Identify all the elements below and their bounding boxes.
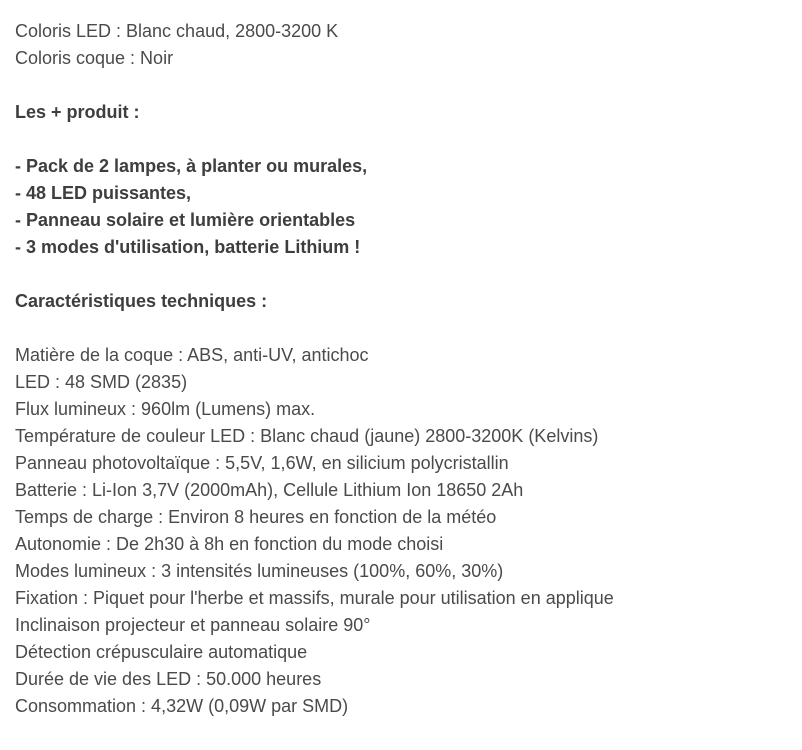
spec-line: Flux lumineux : 960lm (Lumens) max.	[15, 399, 316, 419]
spec-line: Temps de charge : Environ 8 heures en fonction de la météo	[15, 507, 497, 527]
spec-line: LED : 48 SMD (2835)	[15, 372, 188, 392]
spacer	[15, 315, 795, 342]
spec-line: Durée de vie des LED : 50.000 heures	[15, 669, 322, 689]
plus-item: - Panneau solaire et lumière orientables	[15, 210, 356, 230]
specs-heading: Caractéristiques techniques :	[15, 291, 268, 311]
intro-line-led-color: Coloris LED : Blanc chaud, 2800-3200 K	[15, 21, 339, 41]
plus-item: - 48 LED puissantes,	[15, 183, 192, 203]
intro-block	[15, 18, 795, 72]
spec-line: Modes lumineux : 3 intensités lumineuses (100%, 60%, 30%)	[15, 561, 504, 581]
spacer	[15, 126, 795, 153]
spec-line: Température de couleur LED : Blanc chaud (jaune) 2800-3200K (Kelvins)	[15, 426, 599, 446]
intro-line-shell-color: Coloris coque : Noir	[15, 48, 174, 68]
product-description	[15, 18, 795, 720]
specs-list	[15, 342, 795, 720]
spec-line: Détection crépusculaire automatique	[15, 642, 308, 662]
spacer	[15, 261, 795, 288]
plus-item: - 3 modes d'utilisation, batterie Lithium !	[15, 237, 361, 257]
spec-line: Inclinaison projecteur et panneau solaire 90°	[15, 615, 371, 635]
plus-heading: Les + produit :	[15, 102, 140, 122]
spec-line: Panneau photovoltaïque : 5,5V, 1,6W, en silicium polycristallin	[15, 453, 509, 473]
spec-line: Matière de la coque : ABS, anti-UV, antichoc	[15, 345, 369, 365]
spec-line: Autonomie : De 2h30 à 8h en fonction du mode choisi	[15, 534, 444, 554]
plus-list	[15, 153, 795, 261]
spec-line: Consommation : 4,32W (0,09W par SMD)	[15, 696, 349, 716]
spec-line: Fixation : Piquet pour l'herbe et massifs, murale pour utilisation en applique	[15, 588, 614, 608]
plus-item: - Pack de 2 lampes, à planter ou murales,	[15, 156, 368, 176]
spec-line: Batterie : Li-Ion 3,7V (2000mAh), Cellule Lithium Ion 18650 2Ah	[15, 480, 524, 500]
spacer	[15, 72, 795, 99]
